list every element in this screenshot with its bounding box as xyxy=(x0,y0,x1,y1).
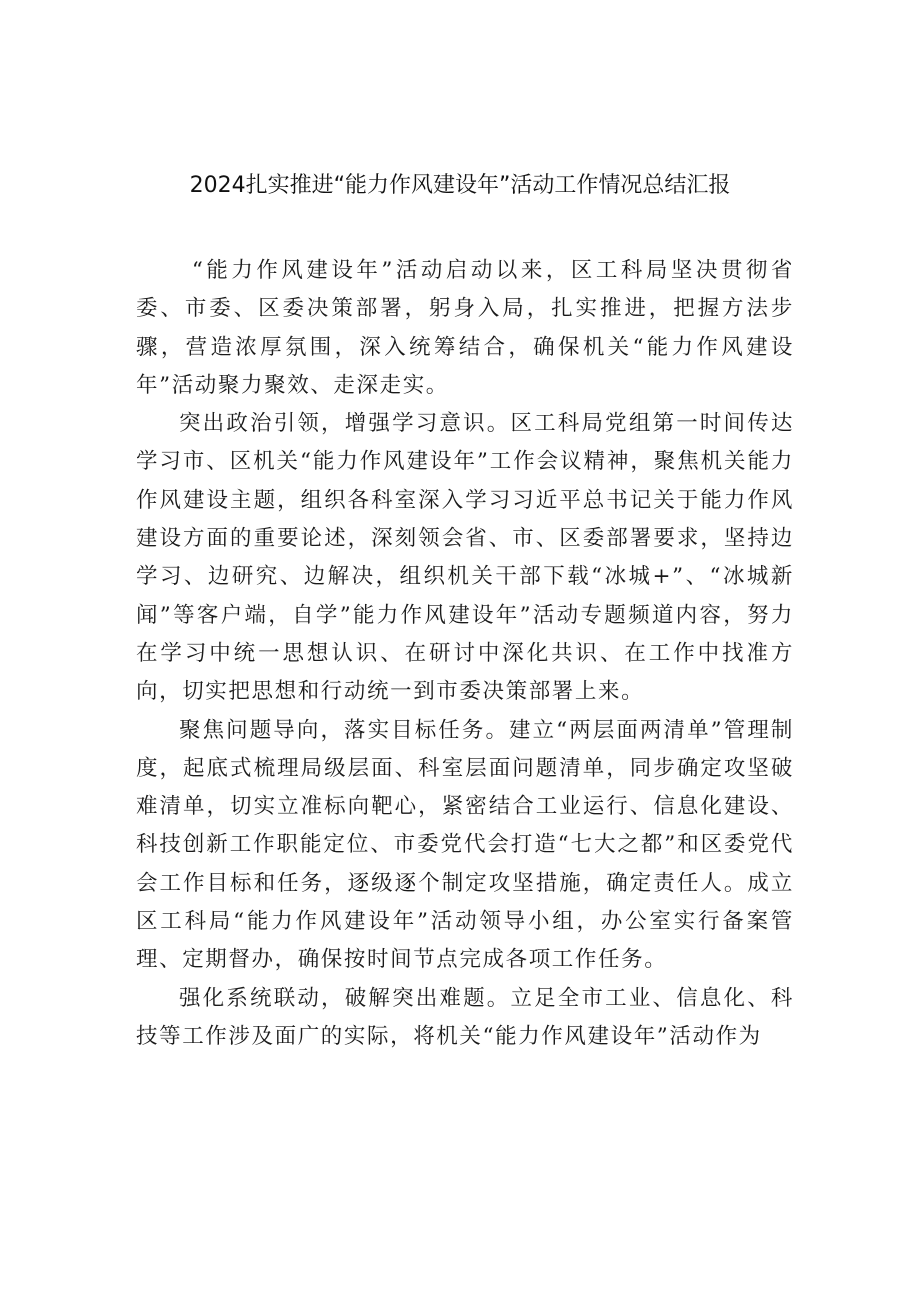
document-body xyxy=(136,252,794,1056)
paragraph-intro: “能力作风建设年”活动启动以来，区工科局坚决贯彻省委、市委、区委决策部署，躬身入局，扎实推进，把握方法步骤，营造浓厚氛围，深入统筹结合，确保机关“能力作风建设年”活动聚力聚效、走深走实。 xyxy=(136,258,794,398)
paragraph-system-linkage: 强化系统联动，破解突出难题。立足全市工业、信息化、科技等工作涉及面广的实际，将机关“能力作风建设年”活动作为 xyxy=(136,985,794,1049)
document-title: 2024扎实推进“能力作风建设年”活动工作情况总结汇报 xyxy=(189,173,731,198)
paragraph-political-guidance: 突出政治引领，增强学习意识。区工科局党组第一时间传达学习市、区机关“能力作风建设年”工作会议精神，聚焦机关能力作风建设主题，组织各科室深入学习习近平总书记关于能力作风建设方面的重要论述，深刻领会省、市、区委部署要求，坚持边学习、边研究、边解决，组织机关干部下载“冰城+”、“冰城新闻”等客户端，自学”能力作风建设年”活动专题频道内容，努力在学习中统一思想认识、在研讨中深化共识、在工作中找准方向，切实把思想和行动统一到市委决策部署上来。 xyxy=(136,411,794,705)
paragraph-problem-orientation: 聚焦问题导向，落实目标任务。建立“两层面两清单”管理制度，起底式梳理局级层面、科室层面问题清单，同步确定攻坚破难清单，切实立准标向靶心，紧密结合工业运行、信息化建设、科技创新工作职能定位、市委党代会打造“七大之都”和区委党代会工作目标和任务，逐级逐个制定攻坚措施，确定责任人。成立区工科局“能力作风建设年”活动领导小组，办公室实行备案管理、定期督办，确保按时间节点完成各项工作任务。 xyxy=(136,717,794,973)
